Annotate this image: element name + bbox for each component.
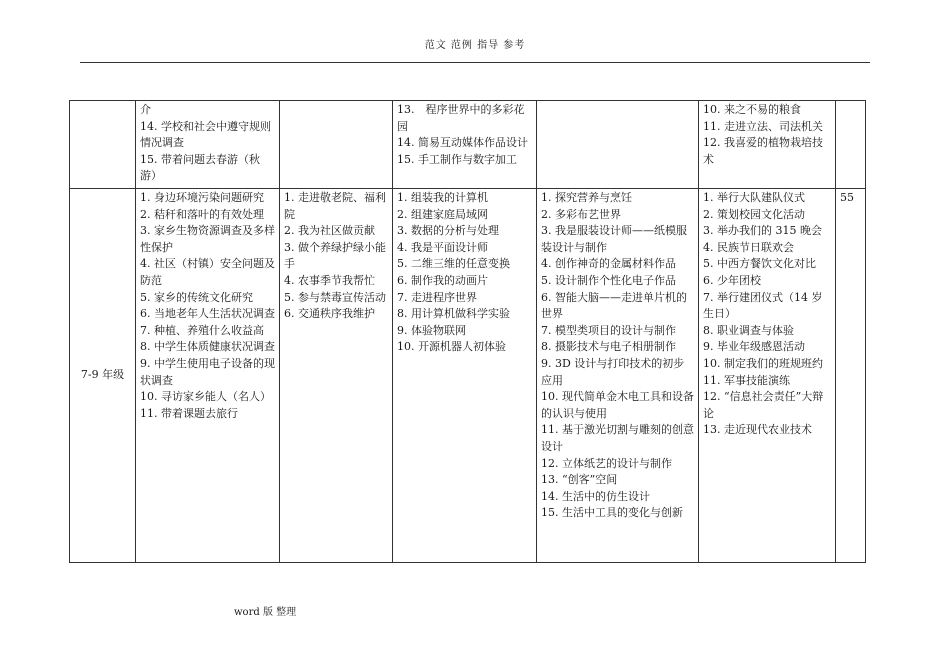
page-header: 范文 范例 指导 参考 — [424, 40, 526, 51]
list-item: 7. 模型类项目的设计与制作 — [541, 323, 676, 337]
list-item: 7. 举行建团仪式（14 岁生日） — [703, 290, 823, 321]
research-cell — [136, 101, 280, 189]
list-item: 11. 带着课题去旅行 — [140, 406, 238, 420]
list-item: 9. 3D 设计与打印技术的初步应用 — [541, 356, 685, 387]
list-item: 12. 我喜爱的植物栽培技术 — [703, 136, 823, 166]
header-divider — [80, 62, 870, 63]
list-item: 6. 智能大脑——走进单片机的世界 — [541, 290, 687, 321]
list-item: 15. 手工制作与数字加工 — [397, 152, 517, 166]
grade-cell — [70, 101, 136, 189]
list-item: 1. 组装我的计算机 — [397, 191, 488, 204]
list-item: 6. 制作我的动画片 — [397, 273, 488, 287]
list-item: 3. 我是服装设计师——纸模服装设计与制作 — [541, 224, 687, 254]
list-item: 13. 走近现代农业技术 — [703, 423, 812, 437]
list-item: 4. 创作神奇的金属材料作品 — [541, 257, 676, 271]
list-item: 5. 参与禁毒宣传活动 — [284, 290, 386, 304]
list-item: 1. 举行大队建队仪式 — [703, 191, 805, 204]
design-cell — [537, 101, 699, 189]
list-item: 9. 体验物联网 — [397, 323, 466, 337]
design-cell — [537, 189, 699, 563]
table-row — [70, 101, 866, 189]
it-cell — [393, 101, 537, 189]
list-item: 8. 摄影技术与电子相册制作 — [541, 340, 676, 354]
list-item: 6. 交通秩序我维护 — [284, 307, 375, 321]
list-item: 7. 种植、养殖什么收益高 — [140, 323, 264, 337]
list-item: 4. 民族节日联欢会 — [703, 240, 794, 254]
grade-cell: 7-9 年级 — [70, 189, 136, 563]
list-item: 7. 走进程序世界 — [397, 290, 477, 304]
list-item: 12. 立体纸艺的设计与制作 — [541, 456, 672, 470]
list-item: 3. 举办我们的 315 晚会 — [703, 224, 822, 238]
list-item: 14. 简易互动媒体作品设计 — [397, 136, 528, 150]
career-cell — [699, 101, 836, 189]
list-item: 2. 组建家庭局域网 — [397, 207, 488, 221]
list-item: 介 — [140, 103, 151, 116]
list-item: 5. 中西方餐饮文化对比 — [703, 257, 816, 271]
list-item: 14. 学校和社会中遵守规则情况调查 — [140, 119, 271, 150]
list-item: 3. 数据的分析与处理 — [397, 224, 499, 238]
list-item: 1. 走进敬老院、福利院 — [284, 191, 386, 221]
list-item: 10. 制定我们的班规班约 — [703, 356, 823, 370]
list-item: 11. 基于激光切割与雕刻的创意设计 — [541, 423, 694, 453]
list-item: 13. “创客”空间 — [541, 473, 618, 487]
list-item: 4. 农事季节我帮忙 — [284, 273, 375, 287]
list-item: 5. 二维三维的任意变换 — [397, 257, 510, 271]
list-item: 2. 我为社区做贡献 — [284, 224, 375, 238]
list-item: 8. 用计算机做科学实验 — [397, 307, 510, 321]
list-item: 2. 秸秆和落叶的有效处理 — [140, 207, 264, 221]
list-item: 10. 来之不易的粮食 — [703, 103, 801, 116]
list-item: 5. 家乡的传统文化研究 — [140, 290, 253, 304]
list-item: 8. 中学生体质健康状况调查 — [140, 340, 275, 354]
list-item: 1. 探究营养与烹饪 — [541, 191, 632, 204]
list-item: 6. 当地老年人生活状况调查 — [140, 307, 275, 321]
list-item: 10. 开源机器人初体验 — [397, 340, 506, 354]
list-item: 6. 少年团校 — [703, 273, 761, 287]
list-item: 1. 身边环境污染问题研究 — [140, 191, 264, 204]
list-item: 4. 我是平面设计师 — [397, 240, 488, 254]
list-item: 4. 社区（村镇）安全问题及防范 — [140, 257, 275, 287]
list-item: 2. 策划校园文化活动 — [703, 207, 805, 221]
list-item: 14. 生活中的仿生设计 — [541, 489, 650, 503]
page-footer: word 版 整理 — [234, 607, 297, 618]
table-row — [70, 189, 866, 563]
hours-cell: 55 — [836, 189, 866, 563]
it-cell — [393, 189, 537, 563]
list-item: 3. 家乡生物资源调查及多样性保护 — [140, 224, 275, 254]
list-item: 15. 带着问题去春游（秋游） — [140, 152, 260, 183]
list-item: 12. “信息社会责任”大辩论 — [703, 390, 824, 420]
career-cell — [699, 189, 836, 563]
hours-cell — [836, 101, 866, 189]
list-item: 11. 军事技能演练 — [703, 373, 790, 387]
list-item: 2. 多彩布艺世界 — [541, 207, 621, 221]
list-item: 11. 走进立法、司法机关 — [703, 119, 823, 133]
curriculum-table — [69, 100, 866, 563]
list-item: 9. 毕业年级感恩活动 — [703, 340, 805, 354]
list-item: 8. 职业调查与体验 — [703, 323, 794, 337]
list-item: 10. 寻访家乡能人（名人） — [140, 390, 271, 404]
list-item: 13. 程序世界中的多彩花园 — [397, 103, 525, 133]
service-cell — [280, 189, 393, 563]
list-item: 3. 做个养绿护绿小能手 — [284, 240, 386, 271]
list-item: 5. 设计制作个性化电子作品 — [541, 273, 676, 287]
list-item: 15. 生活中工具的变化与创新 — [541, 506, 683, 520]
service-cell — [280, 101, 393, 189]
research-cell — [136, 189, 280, 563]
list-item: 9. 中学生使用电子设备的现状调查 — [140, 356, 275, 387]
list-item: 10. 现代简单金木电工具和设备的认识与使用 — [541, 390, 694, 420]
